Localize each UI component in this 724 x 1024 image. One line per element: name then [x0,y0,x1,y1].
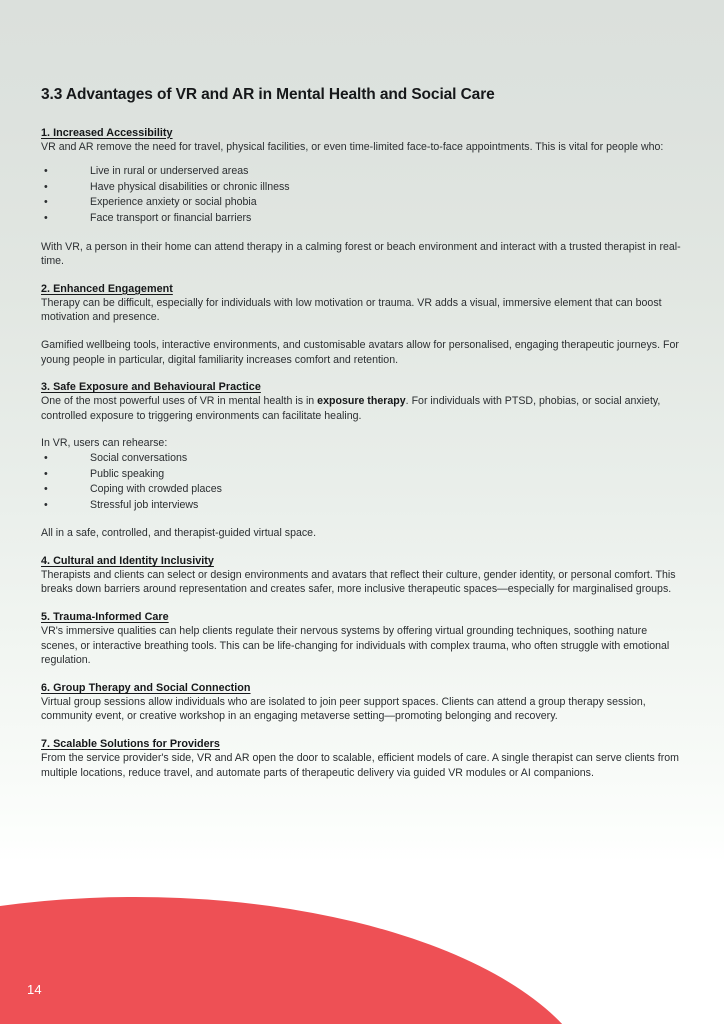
list-item [41,164,686,180]
list-item [41,451,686,467]
section-paragraph: Therapy can be difficult, especially for individuals with low motivation or trauma. VR adds a visual, immersive element that can boost motivation and presence. [41,296,662,324]
section-outro-paragraph: All in a safe, controlled, and therapist-guided virtual space. [41,527,317,540]
bullet-marker-icon: • [44,451,48,464]
list-item [41,498,686,514]
section-heading: 7. Scalable Solutions for Providers [41,738,220,751]
section-scalable-solutions [41,738,686,780]
accessibility-bullet-list [41,164,686,226]
section-paragraph: VR's immersive qualities can help clients regulate their nervous systems by offering virtual grounding techniques, soothing nature scenes, or interactive breathing tools. This can be life-changing for individuals with complex trauma, who often struggle with emotional regulation. [41,625,670,667]
list-item-label: Have physical disabilities or chronic illness [90,180,290,193]
bullet-marker-icon: • [44,180,48,193]
list-item-label: Stressful job interviews [90,498,199,511]
page-number: 14 [27,982,42,997]
section-heading: 4. Cultural and Identity Inclusivity [41,554,214,567]
section-paragraph: Gamified wellbeing tools, interactive environments, and customisable avatars allow for personalised, engaging therapeutic journeys. For young people in particular, digital familiarity increases comfort and retention. [41,338,679,366]
list-item-label: Coping with crowded places [90,483,222,496]
paragraph-text-after: . For individuals with PTSD, phobias, or social anxiety, controlled exposure to triggering environments can facilitate healing. [41,395,661,422]
bullet-list-intro: In VR, users can rehearse: [41,437,168,450]
section-paragraph: From the service provider's side, VR and AR open the door to scalable, efficient models of care. A single therapist can serve clients from multiple locations, reduce travel, and automate parts of therapeutic delivery via guided VR modules or AI companions. [41,752,679,779]
section-paragraph: Virtual group sessions allow individuals who are isolated to join peer support spaces. Clients can attend a group therapy session, community event, or creative workshop in an engaging metaverse setting—promoting belonging and recovery. [41,695,646,723]
section-group-therapy [41,682,686,724]
section-paragraph [41,394,686,423]
list-item-label: Experience anxiety or social phobia [90,196,257,209]
list-item-label: Public speaking [90,467,165,480]
list-item [41,195,686,211]
bullet-marker-icon: • [44,498,48,511]
section-enhanced-engagement [41,283,686,367]
bullet-marker-icon: • [44,211,48,224]
list-item-label: Face transport or financial barriers [90,211,252,224]
section-trauma-informed-care [41,611,686,668]
section-outro-paragraph: With VR, a person in their home can attend therapy in a calming forest or beach environment and interact with a trusted therapist in real-time. [41,240,681,268]
list-item [41,482,686,498]
list-item-label: Live in rural or underserved areas [90,165,249,178]
list-item [41,211,686,227]
decorative-red-ellipse [0,897,600,1024]
section-heading: 5. Trauma-Informed Care [41,611,169,624]
section-cultural-identity-inclusivity [41,555,686,597]
section-heading: 3. Safe Exposure and Behavioural Practice [41,381,261,394]
section-heading: 1. Increased Accessibility [41,126,173,139]
bullet-marker-icon: • [44,196,48,209]
list-item-label: Social conversations [90,451,188,464]
section-safe-exposure [41,381,686,541]
rehearse-bullet-list [41,451,686,513]
emphasis-exposure-therapy: exposure therapy [317,395,406,408]
list-item [41,467,686,483]
section-heading: 2. Enhanced Engagement [41,282,173,295]
section-heading: 6. Group Therapy and Social Connection [41,681,251,694]
page-title: 3.3 Advantages of VR and AR in Mental Health and Social Care [41,86,495,103]
section-paragraph: Therapists and clients can select or design environments and avatars that reflect their culture, gender identity, or personal comfort. This breaks down barriers around representation and creates safer, more inclusive therapeutic spaces—especially for marginalised groups. [41,568,676,596]
list-item [41,180,686,196]
bullet-marker-icon: • [44,483,48,496]
section-increased-accessibility [41,127,686,269]
bullet-marker-icon: • [44,467,48,480]
section-intro-paragraph: VR and AR remove the need for travel, physical facilities, or even time-limited face-to-face appointments. This is vital for people who: [41,140,664,153]
bullet-marker-icon: • [44,165,48,178]
document-content [41,86,686,794]
paragraph-text-before: One of the most powerful uses of VR in mental health is in [41,395,318,408]
